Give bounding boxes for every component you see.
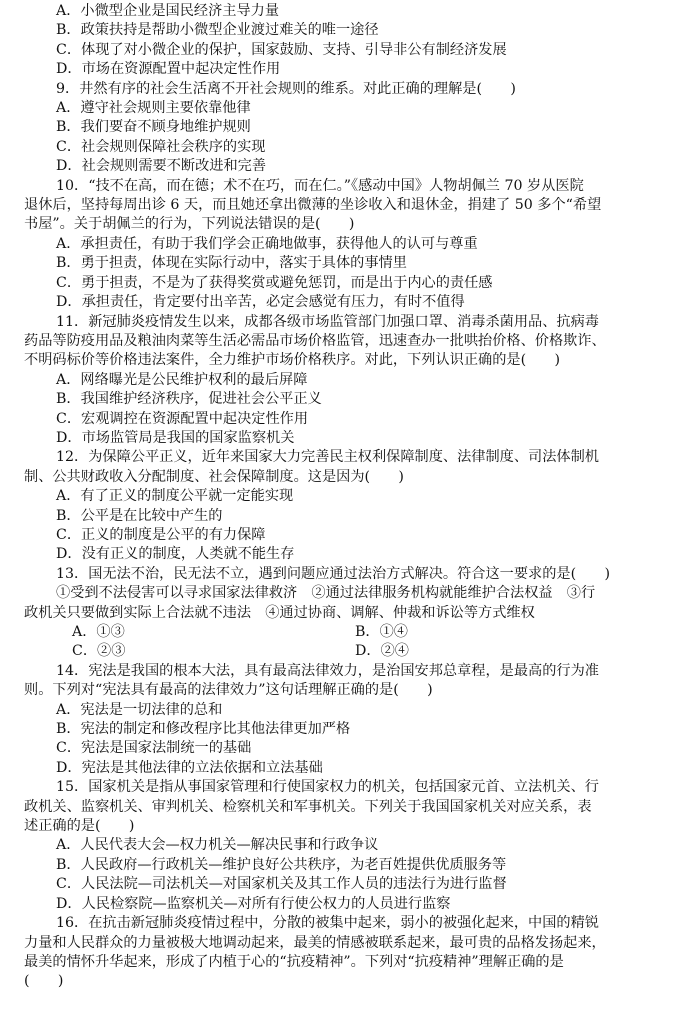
- answer-option: D．社会规则需要不断改进和完善: [56, 158, 267, 175]
- answer-option: D．没有正义的制度，人类就不能生存: [56, 546, 295, 563]
- answer-option: B．我们要奋不顾身地维护规则: [56, 119, 251, 136]
- question-stem: 10．“技不在高，而在德；术不在巧，而在仁。”《感动中国》人物胡佩兰 70 岁从医院: [56, 177, 584, 194]
- answer-option: A．承担责任，有助于我们学会正确地做事，获得他人的认可与尊重: [56, 235, 478, 252]
- question-text-continuation: 力量和人民群众的力量被极大地调动起来，最美的情感被联系起来，最可贵的品格发扬起来，: [24, 934, 606, 951]
- answer-option: A．遵守社会规则主要依靠他律: [56, 100, 251, 117]
- answer-choice: C．②③: [72, 643, 126, 660]
- answer-option: B．人民政府—行政机关—维护良好公共秩序，为老百姓提供优质服务等: [56, 856, 507, 873]
- question-text-continuation: 药品等防疫用品及粮油肉菜等生活必需品市场价格监管，迅速查办一批哄抬价格、价格欺诈、: [24, 332, 606, 349]
- answer-option: C．体现了对小微企业的保护，国家鼓励、支持、引导非公有制经济发展: [56, 41, 507, 58]
- answer-choice-pair: [24, 642, 671, 661]
- question-stem: 9．井然有序的社会生活离不开社会规则的维系。对此正确的理解是( ): [56, 80, 516, 97]
- answer-option: B．勇于担责，体现在实际行动中，落实于具体的事情里: [56, 255, 407, 272]
- question-text-continuation: 述正确的是( ): [24, 818, 135, 835]
- question-stem: 11．新冠肺炎疫情发生以来，成都各级市场监管部门加强口罩、消毒杀菌用品、抗病毒: [56, 313, 599, 330]
- answer-option: C．宏观调控在资源配置中起决定性作用: [56, 410, 309, 427]
- answer-option: B．公平是在比较中产生的: [56, 507, 223, 524]
- answer-choice: A．①③: [72, 624, 125, 640]
- question-stem: 15．国家机关是指从事国家管理和行使国家权力的机关，包括国家元首、立法机关、行: [56, 779, 599, 796]
- answer-option: D．承担责任，肯定要付出辛苦，必定会感觉有压力，有时不值得: [56, 294, 465, 311]
- answer-choice: B．①④: [355, 624, 408, 640]
- question-stem: 12．为保障公平正义，近年来国家大力完善民主权利保障制度、法律制度、司法体制机: [56, 449, 599, 466]
- answer-option: C．勇于担责，不是为了获得奖赏或避免惩罚，而是出于内心的责任感: [56, 274, 493, 291]
- answer-option: B．宪法的制定和修改程序比其他法律更加严格: [56, 721, 351, 738]
- answer-option: D．市场在资源配置中起决定性作用: [56, 61, 281, 78]
- answer-option: A．人民代表大会—权力机关—解决民事和行政争议: [56, 837, 379, 854]
- question-text-continuation: 不明码标价等价格违法案件，全力维护市场价格秩序。对此，下列认识正确的是( ): [24, 352, 561, 369]
- question-text-continuation: ( ): [24, 973, 64, 990]
- question-text-continuation: 书屋”。关于胡佩兰的行为，下列说法错误的是( ): [24, 216, 355, 233]
- answer-choice: D．②④: [355, 643, 409, 660]
- answer-option: B．政策扶持是帮助小微型企业渡过难关的唯一途径: [56, 22, 379, 39]
- answer-option: D．人民检察院—监察机关—对所有行使公权力的人员进行监察: [56, 895, 451, 912]
- question-text-continuation: 则。下列对“宪法具有最高的法律效力”这句话理解正确的是( ): [24, 682, 433, 699]
- answer-choice-pair: [24, 623, 671, 642]
- question-stem: ①受到不法侵害可以寻求国家法律救济 ②通过法律服务机构就能维护合法权益 ③行: [56, 585, 596, 602]
- answer-option: B．我国维护经济秩序，促进社会公平正义: [56, 391, 322, 408]
- answer-option: D．市场监管局是我国的国家监察机关: [56, 429, 295, 446]
- answer-option: A．有了正义的制度公平就一定能实现: [56, 488, 294, 505]
- question-text-continuation: 政机关只要做到实际上合法就不违法 ④通过协商、调解、仲裁和诉讼等方式维权: [24, 604, 535, 621]
- answer-option: A．小微型企业是国民经济主导力量: [56, 3, 280, 19]
- answer-option: A．宪法是一切法律的总和: [56, 701, 223, 718]
- question-text-continuation: 政机关、监察机关、审判机关、检察机关和军事机关。下列关于我国国家机关对应关系，表: [24, 798, 592, 815]
- answer-option: C．人民法院—司法机关—对国家机关及其工作人员的违法行为进行监督: [56, 876, 507, 893]
- answer-option: D．宪法是其他法律的立法依据和立法基础: [56, 759, 323, 776]
- answer-option: A．网络曝光是公民维护权利的最后屏障: [56, 371, 308, 388]
- answer-option: C．正义的制度是公平的有力保障: [56, 526, 266, 543]
- question-text-continuation: 制、公共财政收入分配制度、社会保障制度。这是因为( ): [24, 468, 404, 485]
- question-text-continuation: 退休后，坚持每周出诊 6 天，而且她还拿出微薄的坐诊收入和退休金，捐建了 50 多个“希望: [24, 197, 602, 214]
- answer-option: C．社会规则保障社会秩序的实现: [56, 138, 266, 155]
- answer-option: C．宪法是国家法制统一的基础: [56, 740, 252, 757]
- question-stem: 13．国无法不治，民无法不立，遇到问题应通过法治方式解决。符合这一要求的是( ): [56, 565, 611, 582]
- question-stem: 14．宪法是我国的根本大法，具有最高法律效力，是治国安邦总章程，是最高的行为准: [56, 662, 599, 679]
- question-text-continuation: 最美的情怀升华起来，形成了内植于心的“抗疫精神”。下列对“抗疫精神”理解正确的是: [24, 953, 564, 970]
- question-stem: 16．在抗击新冠肺炎疫情过程中，分散的被集中起来，弱小的被强化起来，中国的精锐: [56, 915, 599, 932]
